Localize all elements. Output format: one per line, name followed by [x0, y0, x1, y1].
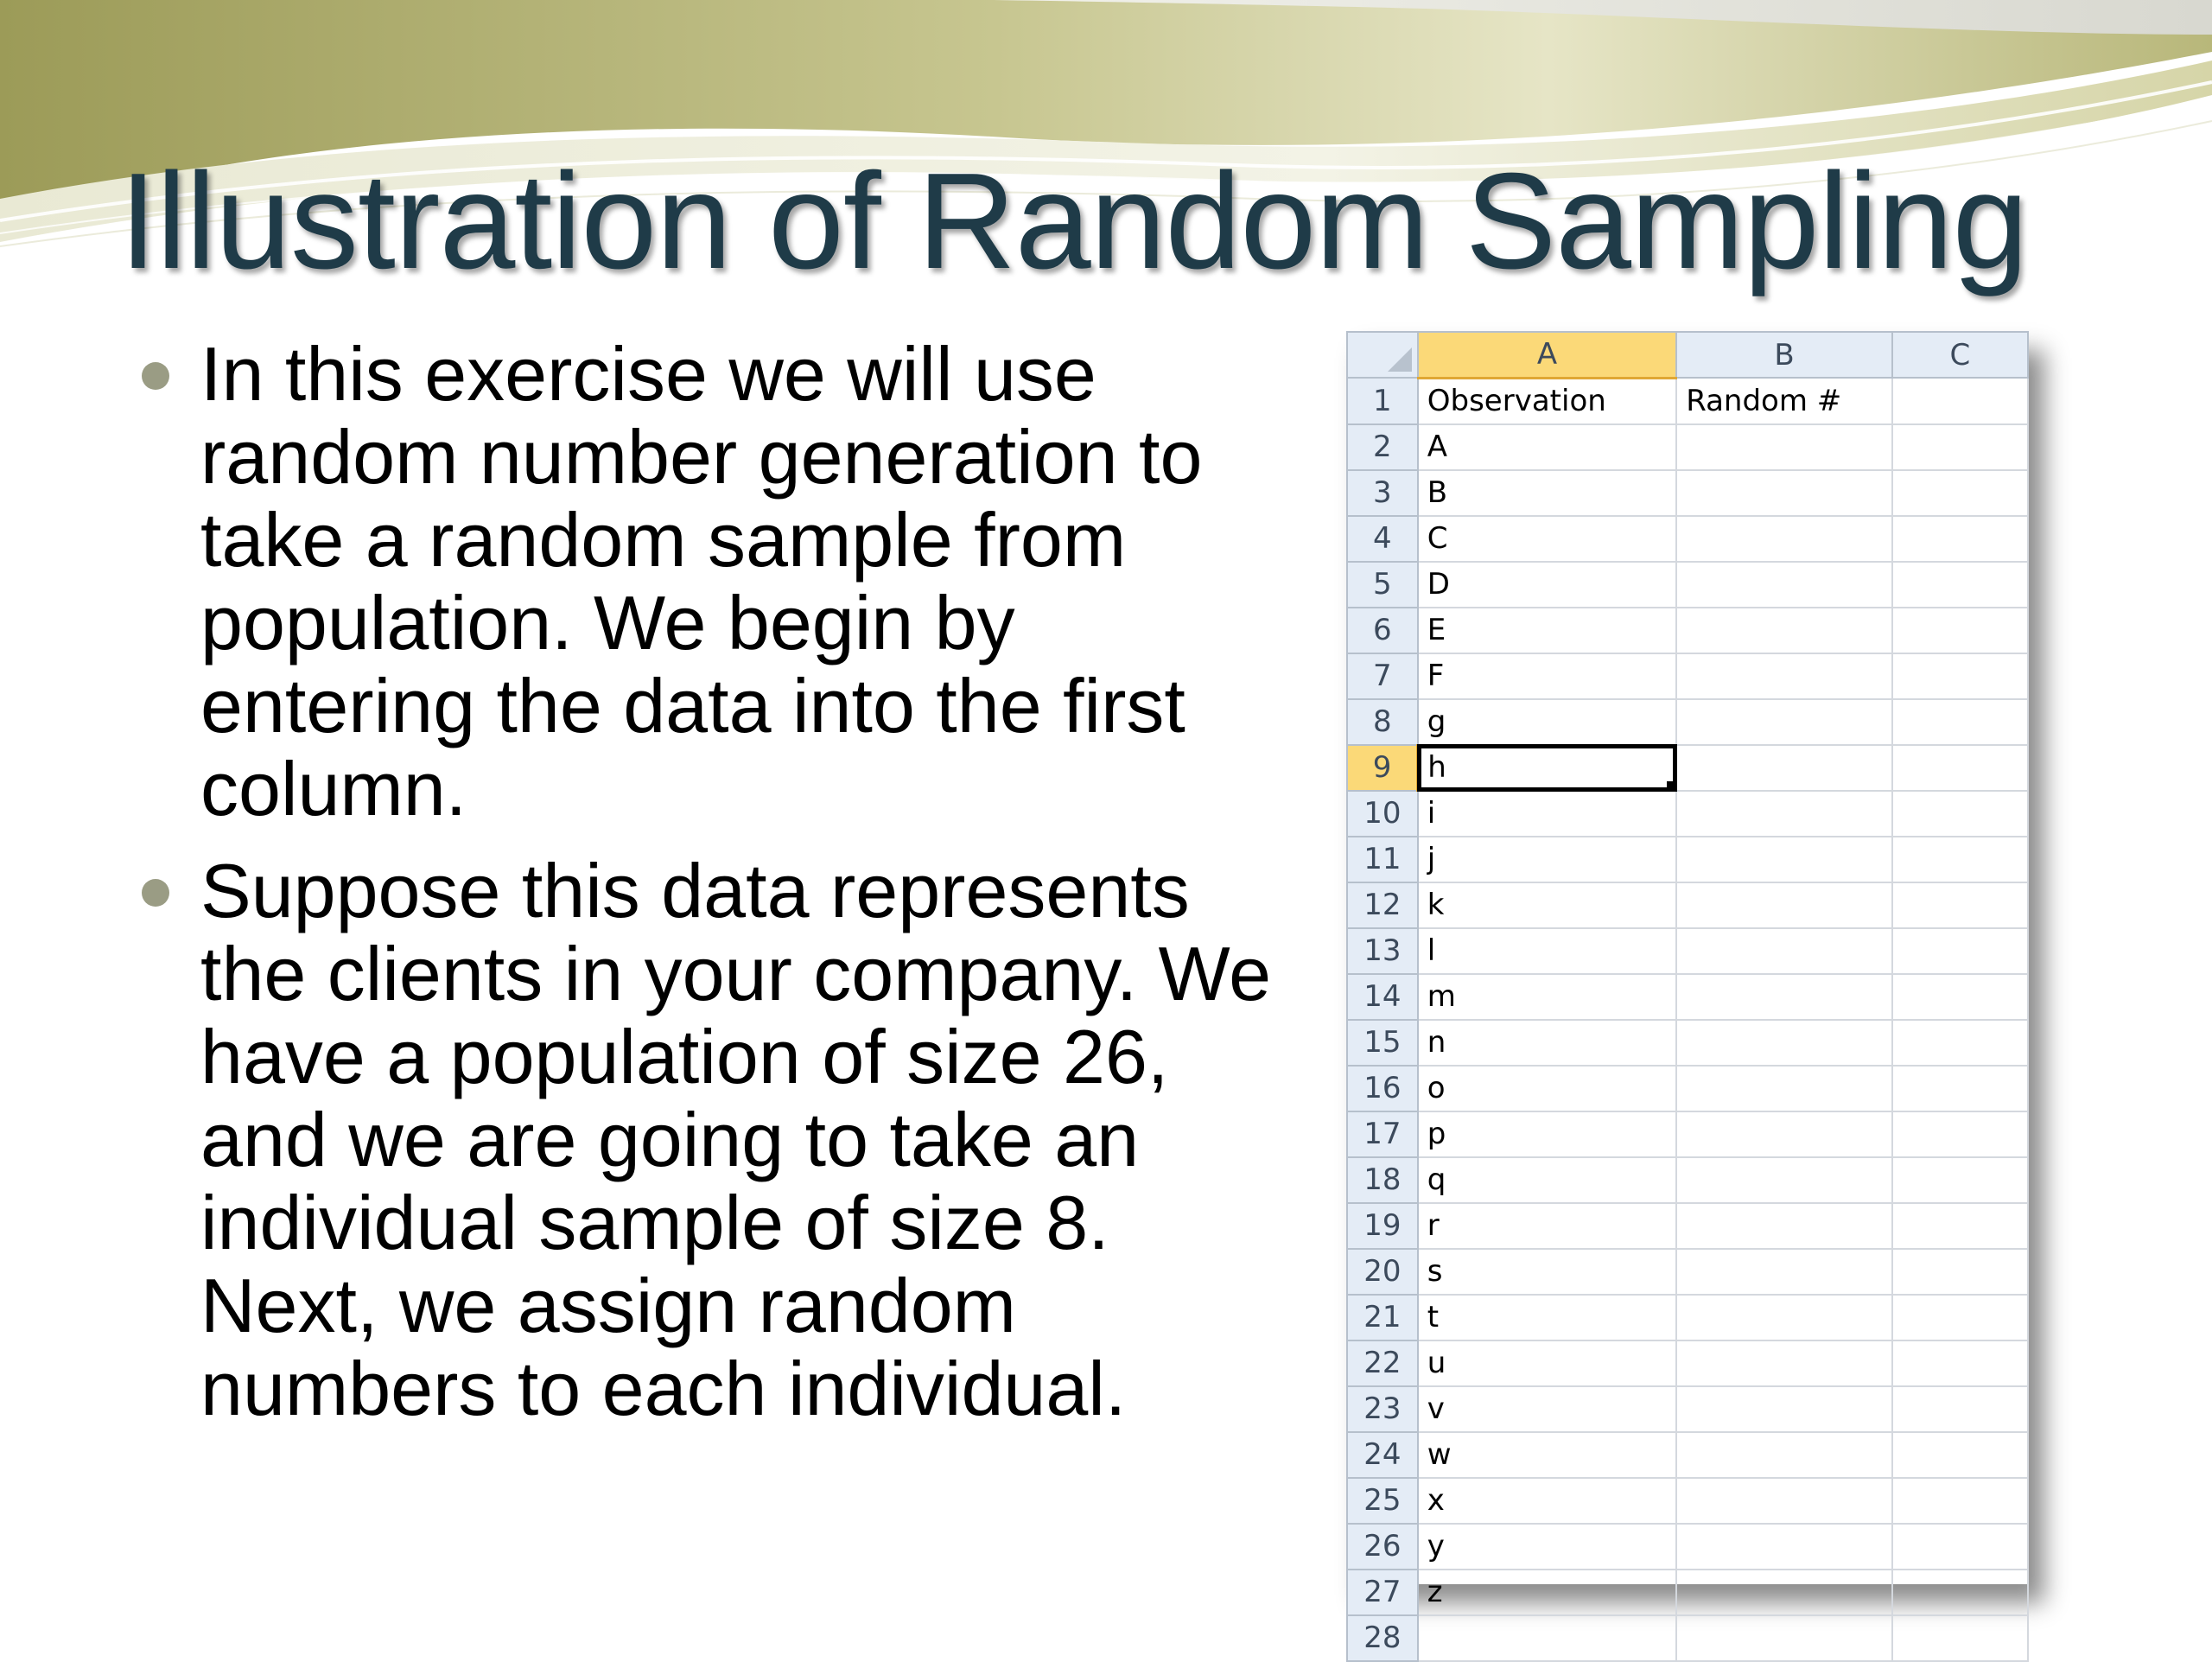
- cell-a[interactable]: m: [1418, 974, 1676, 1020]
- cell-a[interactable]: u: [1418, 1340, 1676, 1386]
- column-header-row: [1347, 332, 2028, 378]
- table-row: [1347, 1340, 2028, 1386]
- cell-b[interactable]: [1676, 1020, 1892, 1066]
- table-row: [1347, 516, 2028, 562]
- row-header[interactable]: 2: [1347, 424, 1418, 470]
- bullet-dot-icon: [142, 362, 169, 390]
- row-header[interactable]: 23: [1347, 1386, 1418, 1432]
- cell-a[interactable]: i: [1418, 791, 1676, 837]
- cell-b[interactable]: [1676, 1295, 1892, 1340]
- table-row: [1347, 1432, 2028, 1478]
- cell-a[interactable]: z: [1418, 1570, 1676, 1615]
- table-row: [1347, 1203, 2028, 1249]
- cell-c[interactable]: [1892, 837, 2028, 882]
- cell-a[interactable]: q: [1418, 1157, 1676, 1203]
- cell-b[interactable]: [1676, 1570, 1892, 1615]
- cell-a[interactable]: B: [1418, 470, 1676, 516]
- cell-b[interactable]: [1676, 470, 1892, 516]
- cell-c[interactable]: [1892, 1066, 2028, 1111]
- cell-c[interactable]: [1892, 516, 2028, 562]
- cell-c[interactable]: [1892, 1111, 2028, 1157]
- table-row: [1347, 1111, 2028, 1157]
- cell-b[interactable]: [1676, 837, 1892, 882]
- cell-c[interactable]: [1892, 1249, 2028, 1295]
- row-header[interactable]: 24: [1347, 1432, 1418, 1478]
- cell-a[interactable]: k: [1418, 882, 1676, 928]
- row-header[interactable]: 12: [1347, 882, 1418, 928]
- cell-b[interactable]: [1676, 1615, 1892, 1661]
- row-header[interactable]: 9: [1347, 745, 1418, 791]
- cell-b[interactable]: [1676, 1478, 1892, 1524]
- spreadsheet-body: [1347, 378, 2028, 1661]
- cell-c[interactable]: [1892, 1570, 2028, 1615]
- select-all-corner[interactable]: [1347, 332, 1418, 378]
- cell-b[interactable]: [1676, 516, 1892, 562]
- cell-c[interactable]: [1892, 791, 2028, 837]
- cell-c[interactable]: [1892, 424, 2028, 470]
- table-row: [1347, 1066, 2028, 1111]
- bullet-item: [130, 850, 1287, 1430]
- cell-c[interactable]: [1892, 745, 2028, 791]
- row-header[interactable]: 8: [1347, 699, 1418, 745]
- cell-a[interactable]: x: [1418, 1478, 1676, 1524]
- row-header[interactable]: 7: [1347, 653, 1418, 699]
- row-header[interactable]: 26: [1347, 1524, 1418, 1570]
- row-header[interactable]: 6: [1347, 608, 1418, 653]
- table-row: [1347, 1570, 2028, 1615]
- cell-c[interactable]: [1892, 1478, 2028, 1524]
- cell-b[interactable]: [1676, 928, 1892, 974]
- cell-a[interactable]: s: [1418, 1249, 1676, 1295]
- cell-b[interactable]: [1676, 653, 1892, 699]
- column-header-b[interactable]: B: [1676, 332, 1892, 378]
- row-header[interactable]: 10: [1347, 791, 1418, 837]
- spreadsheet-screenshot: [1346, 331, 2029, 1655]
- cell-b[interactable]: [1676, 1157, 1892, 1203]
- cell-a[interactable]: l: [1418, 928, 1676, 974]
- cell-b[interactable]: [1676, 791, 1892, 837]
- table-row: [1347, 1524, 2028, 1570]
- cell-b[interactable]: [1676, 745, 1892, 791]
- row-header[interactable]: 19: [1347, 1203, 1418, 1249]
- table-row: [1347, 1295, 2028, 1340]
- row-header[interactable]: 18: [1347, 1157, 1418, 1203]
- cell-c[interactable]: [1892, 882, 2028, 928]
- cell-a[interactable]: t: [1418, 1295, 1676, 1340]
- cell-a[interactable]: g: [1418, 699, 1676, 745]
- row-header[interactable]: 21: [1347, 1295, 1418, 1340]
- cell-c[interactable]: [1892, 928, 2028, 974]
- bullet-dot-icon: [142, 879, 169, 907]
- cell-c[interactable]: [1892, 974, 2028, 1020]
- row-header[interactable]: 11: [1347, 837, 1418, 882]
- cell-b[interactable]: [1676, 1386, 1892, 1432]
- table-row: [1347, 424, 2028, 470]
- cell-b[interactable]: [1676, 1524, 1892, 1570]
- table-row: [1347, 837, 2028, 882]
- bullet-text: In this exercise we will use random number generation to take a random sample from population. We begin by entering the data into the first column.: [200, 331, 1203, 831]
- cell-c[interactable]: [1892, 470, 2028, 516]
- column-header-a[interactable]: A: [1418, 332, 1676, 378]
- cell-c[interactable]: [1892, 1386, 2028, 1432]
- cell-c[interactable]: [1892, 1340, 2028, 1386]
- cell-c[interactable]: [1892, 562, 2028, 608]
- row-header[interactable]: 1: [1347, 378, 1418, 424]
- cell-a[interactable]: w: [1418, 1432, 1676, 1478]
- cell-c[interactable]: [1892, 1203, 2028, 1249]
- row-header[interactable]: 22: [1347, 1340, 1418, 1386]
- cell-b[interactable]: [1676, 1111, 1892, 1157]
- cell-c[interactable]: [1892, 1432, 2028, 1478]
- row-header[interactable]: 17: [1347, 1111, 1418, 1157]
- cell-c[interactable]: [1892, 653, 2028, 699]
- cell-b[interactable]: [1676, 1249, 1892, 1295]
- cell-c[interactable]: [1892, 608, 2028, 653]
- cell-a[interactable]: y: [1418, 1524, 1676, 1570]
- bullet-list: [130, 333, 1287, 1449]
- cell-a[interactable]: o: [1418, 1066, 1676, 1111]
- slide-title: Illustration of Random Sampling: [119, 145, 2028, 297]
- row-header[interactable]: 15: [1347, 1020, 1418, 1066]
- cell-a[interactable]: n: [1418, 1020, 1676, 1066]
- table-row: [1347, 1020, 2028, 1066]
- row-header[interactable]: 5: [1347, 562, 1418, 608]
- table-row: [1347, 608, 2028, 653]
- cell-c[interactable]: [1892, 1524, 2028, 1570]
- cell-a[interactable]: D: [1418, 562, 1676, 608]
- cell-b[interactable]: [1676, 974, 1892, 1020]
- cell-a[interactable]: p: [1418, 1111, 1676, 1157]
- row-header[interactable]: 20: [1347, 1249, 1418, 1295]
- cell-b[interactable]: [1676, 424, 1892, 470]
- cell-c[interactable]: [1892, 699, 2028, 745]
- cell-c[interactable]: [1892, 1020, 2028, 1066]
- row-header[interactable]: 25: [1347, 1478, 1418, 1524]
- cell-b[interactable]: [1676, 1203, 1892, 1249]
- table-row: [1347, 1157, 2028, 1203]
- cell-a[interactable]: Observation: [1418, 378, 1676, 424]
- table-row: [1347, 1386, 2028, 1432]
- table-row: [1347, 928, 2028, 974]
- cell-b[interactable]: [1676, 699, 1892, 745]
- row-header[interactable]: 3: [1347, 470, 1418, 516]
- cell-a[interactable]: v: [1418, 1386, 1676, 1432]
- row-header[interactable]: 16: [1347, 1066, 1418, 1111]
- table-row: [1347, 1249, 2028, 1295]
- table-row: [1347, 974, 2028, 1020]
- column-header-c[interactable]: C: [1892, 332, 2028, 378]
- cell-a[interactable]: A: [1418, 424, 1676, 470]
- cell-b[interactable]: [1676, 1432, 1892, 1478]
- table-row: [1347, 1478, 2028, 1524]
- cell-a[interactable]: F: [1418, 653, 1676, 699]
- spreadsheet-grid: [1346, 331, 2029, 1662]
- cell-c[interactable]: [1892, 378, 2028, 424]
- active-cell[interactable]: h: [1418, 745, 1676, 791]
- table-row: [1347, 562, 2028, 608]
- table-row: [1347, 882, 2028, 928]
- cell-b[interactable]: [1676, 1340, 1892, 1386]
- row-header[interactable]: 4: [1347, 516, 1418, 562]
- table-row: [1347, 470, 2028, 516]
- cell-b[interactable]: Random #: [1676, 378, 1892, 424]
- cell-a[interactable]: r: [1418, 1203, 1676, 1249]
- cell-c[interactable]: [1892, 1615, 2028, 1661]
- cell-c[interactable]: [1892, 1157, 2028, 1203]
- cell-b[interactable]: [1676, 608, 1892, 653]
- row-header[interactable]: 14: [1347, 974, 1418, 1020]
- table-row: [1347, 378, 2028, 424]
- cell-a[interactable]: C: [1418, 516, 1676, 562]
- bullet-text: Suppose this data represents the clients in your company. We have a population of size 26, and we are going to take an individual sample of size 8. Next, we assign random numbers to each individual.: [200, 848, 1272, 1431]
- table-row: [1347, 1615, 2028, 1661]
- cell-a[interactable]: [1418, 1615, 1676, 1661]
- cell-a[interactable]: j: [1418, 837, 1676, 882]
- cell-a[interactable]: E: [1418, 608, 1676, 653]
- row-header[interactable]: 27: [1347, 1570, 1418, 1615]
- table-row: [1347, 699, 2028, 745]
- row-header[interactable]: 28: [1347, 1615, 1418, 1661]
- table-row: [1347, 653, 2028, 699]
- cell-b[interactable]: [1676, 882, 1892, 928]
- table-row: [1347, 791, 2028, 837]
- bullet-item: [130, 333, 1287, 831]
- row-header[interactable]: 13: [1347, 928, 1418, 974]
- select-all-triangle-icon: [1388, 347, 1412, 372]
- cell-c[interactable]: [1892, 1295, 2028, 1340]
- table-row: [1347, 745, 2028, 791]
- cell-b[interactable]: [1676, 1066, 1892, 1111]
- cell-b[interactable]: [1676, 562, 1892, 608]
- fill-handle[interactable]: [1667, 781, 1677, 792]
